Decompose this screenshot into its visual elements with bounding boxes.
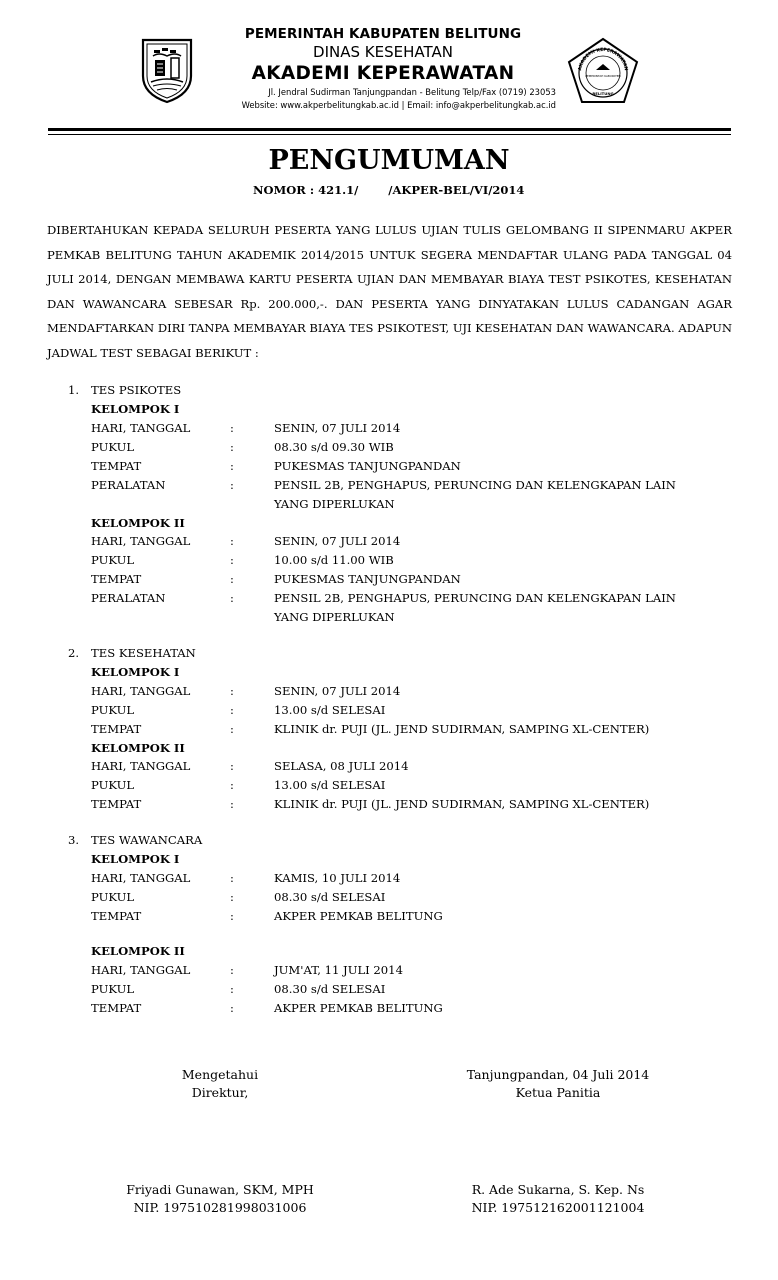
row-label: TEMPAT <box>91 458 142 473</box>
row-colon: : <box>230 553 234 568</box>
row-label: TEMPAT <box>91 908 142 923</box>
signature-left-nip: NIP. 197510281998031006 <box>133 1200 307 1215</box>
row-label: PUKUL <box>91 439 135 454</box>
row-value: 08.30 s/d SELESAI <box>274 889 386 904</box>
row-value: PENSIL 2B, PENGHAPUS, PERUNCING DAN KELENGKAPAN LAIN YANG DIPERLUKAN <box>274 591 676 625</box>
document-title: PENGUMUMAN <box>268 145 510 176</box>
schedule-row <box>91 757 731 776</box>
group-title: KELOMPOK I <box>91 852 180 867</box>
row-label: TEMPAT <box>91 1000 142 1015</box>
schedule-row <box>91 476 731 514</box>
letterhead-government: PEMERINTAH KABUPATEN BELITUNG <box>244 26 522 42</box>
row-label: TEMPAT <box>91 721 142 736</box>
schedule-row <box>91 869 731 888</box>
letterhead-address: Jl. Jendral Sudirman Tanjungpandan - Belitung Telp/Fax (0719) 23053 <box>268 87 556 97</box>
row-colon: : <box>230 981 234 996</box>
document-number-right: /AKPER-BEL/VI/2014 <box>388 183 525 197</box>
row-label: PUKUL <box>91 981 135 996</box>
row-value: 13.00 s/d SELESAI <box>274 702 386 717</box>
row-label: TEMPAT <box>91 797 142 812</box>
row-value: KLINIK dr. PUJI (JL. JEND SUDIRMAN, SAMPING XL-CENTER) <box>274 797 650 812</box>
row-label: PERALATAN <box>91 591 166 606</box>
signature-right-place-date: Tanjungpandan, 04 Juli 2014 <box>466 1067 650 1082</box>
schedule-row <box>91 682 731 701</box>
row-value: JUM'AT, 11 JULI 2014 <box>274 962 403 977</box>
section-number: 1. <box>68 383 80 397</box>
letterhead-rule-thick <box>48 128 731 131</box>
row-value: KLINIK dr. PUJI (JL. JEND SUDIRMAN, SAMPING XL-CENTER) <box>274 721 650 736</box>
schedule-section-psikotes <box>68 381 731 627</box>
row-colon: : <box>230 870 234 885</box>
seal-bottom-text: BELITUNG <box>592 91 614 96</box>
row-label: HARI, TANGGAL <box>91 534 191 549</box>
letterhead-rule-thin <box>48 134 731 135</box>
row-label: PUKUL <box>91 702 135 717</box>
letterhead-contact <box>212 86 556 112</box>
signature-right-name: R. Ade Sukarna, S. Kep. Ns <box>471 1182 645 1197</box>
letterhead-institution: AKADEMI KEPERAWATAN <box>251 63 515 84</box>
row-colon: : <box>230 759 234 774</box>
row-colon: : <box>230 778 234 793</box>
regency-shield-crest-icon <box>137 36 197 104</box>
section-title: TES WAWANCARA <box>91 833 203 848</box>
signature-right-heading <box>440 1066 676 1102</box>
group-title: KELOMPOK II <box>91 943 185 958</box>
row-colon: : <box>230 721 234 736</box>
letterhead-website: Website: www.akperbelitungkab.ac.id | Email: info@akperbelitungkab.ac.id <box>241 100 556 110</box>
schedule-row <box>91 795 731 814</box>
row-colon: : <box>230 439 234 454</box>
schedule-list <box>0 381 778 1018</box>
row-colon: : <box>230 908 234 923</box>
row-value: KAMIS, 10 JULI 2014 <box>274 870 401 885</box>
row-value: SENIN, 07 JULI 2014 <box>274 683 401 698</box>
signature-left-block <box>100 1181 340 1217</box>
row-colon: : <box>230 477 234 492</box>
group-title: KELOMPOK II <box>91 515 185 530</box>
row-value: SENIN, 07 JULI 2014 <box>274 534 401 549</box>
schedule-row <box>91 701 731 720</box>
row-colon: : <box>230 572 234 587</box>
row-value: AKPER PEMKAB BELITUNG <box>274 1000 443 1015</box>
row-colon: : <box>230 797 234 812</box>
section-title: TES KESEHATAN <box>91 646 196 661</box>
signature-left-heading <box>120 1066 320 1102</box>
announcement-paragraph: DIBERTAHUKAN KEPADA SELURUH PESERTA YANG LULUS UJIAN TULIS GELOMBANG II SIPENMARU AKPER PEMKAB BELITUNG TAHUN AKADEMIK 2014/2015 UNTUK SEGERA MENDAFTAR ULANG PADA TANGGAL 04 JULI 2014, DENGAN MEMBAWA KARTU PESERTA UJIAN DAN MEMBAYAR BIAYA TEST PSIKOTES, KESEHATAN DAN WAWANCARA SEBESAR Rp. 200.000,-. DAN PESERTA YANG DINYATAKAN LULUS CADANGAN AGAR MENDAFTARKAN DIRI TANPA MEMBAYAR BIAYA TES PSIKOTEST, UJI KESEHATAN DAN WAWANCARA. ADAPUN JADWAL TEST SEBAGAI BERIKUT : <box>47 223 732 360</box>
row-colon: : <box>230 1000 234 1015</box>
signature-left-acknowledge: Mengetahui <box>181 1067 259 1082</box>
schedule-row <box>91 999 731 1018</box>
section-number: 3. <box>68 833 80 848</box>
section-title: TES PSIKOTES <box>91 383 182 397</box>
schedule-row <box>91 888 731 907</box>
group-title: KELOMPOK I <box>91 665 180 680</box>
schedule-row <box>91 720 731 739</box>
row-label: HARI, TANGGAL <box>91 962 191 977</box>
akper-pentagon-seal-icon <box>566 36 640 106</box>
schedule-row <box>91 570 731 589</box>
letterhead-agency: DINAS KESEHATAN <box>313 43 453 61</box>
row-colon: : <box>230 962 234 977</box>
schedule-row <box>91 419 731 438</box>
row-value: SENIN, 07 JULI 2014 <box>274 420 401 435</box>
row-label: HARI, TANGGAL <box>91 420 191 435</box>
row-value: PENSIL 2B, PENGHAPUS, PERUNCING DAN KELENGKAPAN LAIN YANG DIPERLUKAN <box>274 477 676 511</box>
signature-left-role: Direktur, <box>191 1085 249 1100</box>
row-value: 08.30 s/d SELESAI <box>274 981 386 996</box>
schedule-row <box>91 907 731 926</box>
schedule-section-kesehatan <box>68 644 731 814</box>
row-label: HARI, TANGGAL <box>91 683 191 698</box>
document-number-left: NOMOR : 421.1/ <box>253 183 359 197</box>
schedule-section-wawancara <box>68 831 731 1017</box>
group-title: KELOMPOK II <box>91 740 185 755</box>
row-value: AKPER PEMKAB BELITUNG <box>274 908 443 923</box>
schedule-row <box>91 551 731 570</box>
group-title: KELOMPOK I <box>91 402 180 416</box>
row-colon: : <box>230 889 234 904</box>
document-number <box>253 182 524 198</box>
row-value: SELASA, 08 JULI 2014 <box>274 759 409 774</box>
signature-right-nip: NIP. 197512162001121004 <box>471 1200 645 1215</box>
section-number: 2. <box>68 646 80 661</box>
schedule-row <box>91 438 731 457</box>
schedule-row <box>91 980 731 999</box>
row-colon: : <box>230 683 234 698</box>
seal-arc-text: AKADEMI KEPERAWATAN <box>578 47 628 72</box>
row-label: PUKUL <box>91 553 135 568</box>
row-colon: : <box>230 702 234 717</box>
row-value: PUKESMAS TANJUNGPANDAN <box>274 572 461 587</box>
row-colon: : <box>230 534 234 549</box>
row-colon: : <box>230 420 234 435</box>
row-value: 13.00 s/d SELESAI <box>274 778 386 793</box>
row-label: HARI, TANGGAL <box>91 759 191 774</box>
seal-center-text: PEMERINTAH KABUPATEN <box>585 74 621 78</box>
row-label: TEMPAT <box>91 572 142 587</box>
row-label: PUKUL <box>91 889 135 904</box>
row-label: HARI, TANGGAL <box>91 870 191 885</box>
signature-right-role: Ketua Panitia <box>515 1085 601 1100</box>
row-colon: : <box>230 458 234 473</box>
row-colon: : <box>230 591 234 606</box>
signature-right-block <box>438 1181 678 1217</box>
row-value: 08.30 s/d 09.30 WIB <box>274 439 394 454</box>
row-value: PUKESMAS TANJUNGPANDAN <box>274 458 461 473</box>
row-label: PERALATAN <box>91 477 166 492</box>
schedule-row <box>91 776 731 795</box>
schedule-row <box>91 961 731 980</box>
schedule-row <box>91 532 731 551</box>
letterhead <box>200 26 566 85</box>
row-label: PUKUL <box>91 778 135 793</box>
signature-left-name: Friyadi Gunawan, SKM, MPH <box>126 1182 314 1197</box>
schedule-row <box>91 589 731 627</box>
row-value: 10.00 s/d 11.00 WIB <box>274 553 394 568</box>
schedule-row <box>91 457 731 476</box>
